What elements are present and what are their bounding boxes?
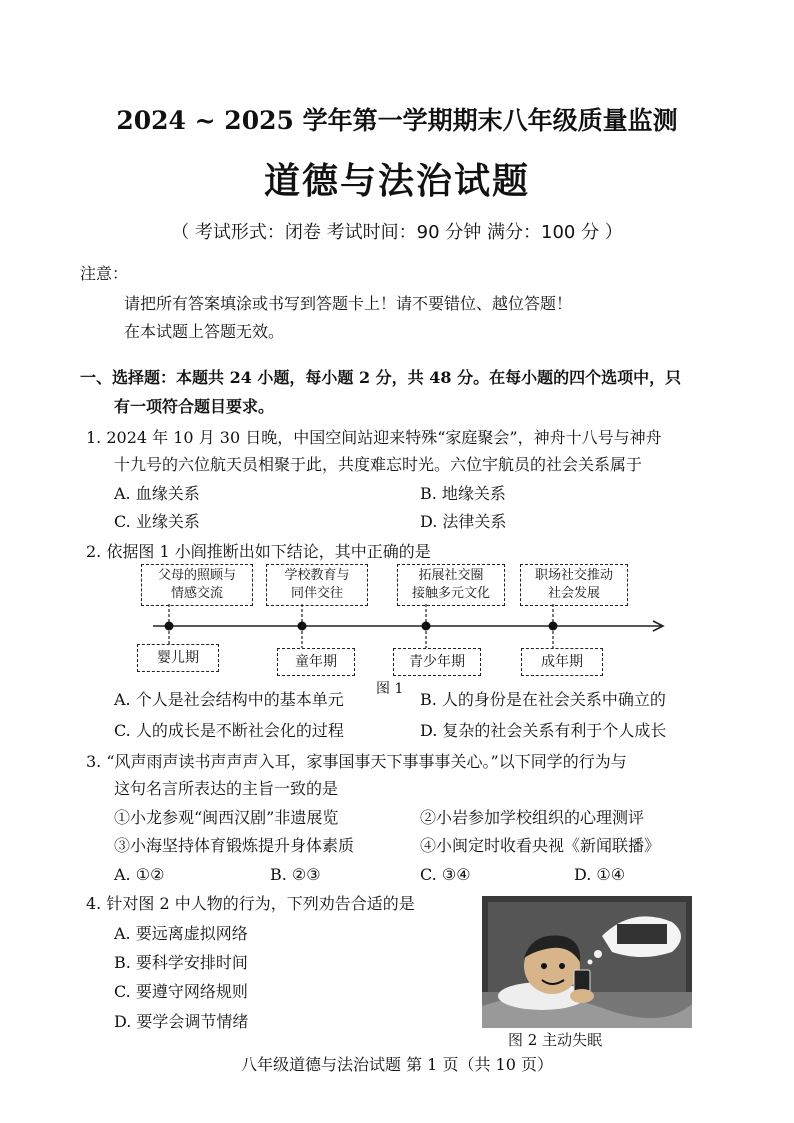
q3-item-2: ②小岩参加学校组织的心理测评 (420, 808, 645, 827)
q4-stem: 4. 针对图 2 中人物的行为，下列劝告合适的是 (86, 894, 415, 913)
figure-1-timeline (135, 560, 675, 680)
timeline-box-2-line-1: 学校教育与 (284, 568, 350, 583)
timeline-box-1-line-1: 父母的照顾与 (157, 568, 236, 583)
q4-option-b: B. 要科学安排时间 (114, 953, 248, 972)
timeline-dot-3 (422, 622, 431, 631)
q2-stem: 2. 依据图 1 小阎推断出如下结论，其中正确的是 (86, 542, 431, 561)
notice-label: 注意： (80, 264, 129, 283)
figure-2-caption: 图 2 主动失眠 (508, 1031, 603, 1049)
figure-2-bubble-dot-2 (588, 960, 593, 965)
q3-option-b: B. ②③ (270, 865, 321, 884)
figure-2-bubble-dot-1 (594, 950, 602, 958)
q2-option-c: C. 人的成长是不断社会化的过程 (114, 721, 344, 740)
timeline-dot-2 (298, 622, 307, 631)
stage-infancy: 婴儿期 (137, 644, 219, 672)
q1-stem-line-2: 十九号的六位航天员相聚于此，共度难忘时光。六位宇航员的社会关系属于 (114, 455, 643, 474)
figure-2-screen (617, 924, 667, 944)
timeline-box-2 (266, 564, 368, 606)
figure-2-illustration (482, 896, 692, 1028)
figure-2-eye-right (559, 963, 565, 969)
q3-option-c: C. ③④ (420, 865, 471, 884)
q2-option-b: B. 人的身份是在社会关系中确立的 (420, 690, 666, 709)
timeline-box-4-line-2: 社会发展 (547, 586, 600, 601)
stage-adolescence: 青少年期 (393, 648, 481, 676)
timeline-box-3-line-1: 拓展社交圈 (418, 568, 484, 583)
q1-stem-line-1: 1. 2024 年 10 月 30 日晚，中国空间站迎来特殊“家庭聚会”，神舟十八号与神舟 (86, 428, 662, 447)
q3-item-3: ③小海坚持体育锻炼提升身体素质 (114, 836, 355, 855)
q4-option-c: C. 要遵守网络规则 (114, 982, 248, 1001)
q3-stem-line-2: 这句名言所表达的主旨一致的是 (114, 779, 339, 798)
q3-item-1: ①小龙参观“闽西汉剧”非遗展览 (114, 808, 339, 827)
section-heading-cont: 有一项符合题目要求。 (114, 397, 275, 416)
stage-adulthood: 成年期 (521, 648, 603, 676)
subject-title: 道德与法治试题 (263, 160, 530, 202)
stage-childhood: 童年期 (277, 648, 355, 676)
figure-2-eye-left (541, 963, 547, 969)
timeline-box-1-line-2: 情感交流 (170, 586, 223, 601)
q3-item-4: ④小闽定时收看央视《新闻联播》 (420, 836, 661, 855)
page-footer: 八年级道德与法治试题 第 1 页（共 10 页） (241, 1055, 553, 1074)
timeline-box-2-line-2: 同伴交往 (290, 586, 343, 601)
q1-option-d: D. 法律关系 (420, 512, 507, 531)
timeline-box-3-line-2: 接触多元文化 (411, 586, 490, 601)
figure-2-hand (570, 989, 594, 1003)
q4-option-d: D. 要学会调节情绪 (114, 1012, 249, 1031)
q4-option-a: A. 要远离虚拟网络 (114, 924, 248, 943)
notice-line-1: 请把所有答案填涂或书写到答题卡上！请不要错位、越位答题！ (124, 294, 573, 313)
timeline-box-1 (141, 564, 253, 606)
section-heading: 一、选择题：本题共 24 小题，每小题 2 分，共 48 分。在每小题的四个选项中，只 (80, 368, 682, 387)
q3-stem-line-1: 3. “风声雨声读书声声声入耳，家事国事天下事事事关心。”以下同学的行为与 (86, 752, 627, 771)
q3-option-d: D. ①④ (574, 865, 626, 884)
q2-option-d: D. 复杂的社会关系有利于个人成长 (420, 721, 667, 740)
q3-option-a: A. ①② (114, 865, 165, 884)
timeline-box-4 (520, 564, 628, 606)
q2-option-a: A. 个人是社会结构中的基本单元 (114, 690, 344, 709)
q1-option-a: A. 血缘关系 (114, 484, 200, 503)
timeline-box-3 (397, 564, 505, 606)
exam-title: 2024 ~ 2025 学年第一学期期末八年级质量监测 (116, 106, 678, 135)
figure-1-caption: 图 1 (376, 681, 404, 697)
timeline-dot-4 (549, 622, 558, 631)
notice-line-2: 在本试题上答题无效。 (124, 322, 285, 341)
timeline-box-4-line-1: 职场社交推动 (534, 568, 613, 583)
exam-info: （ 考试形式：闭卷 考试时间：90 分钟 满分：100 分 ） (171, 222, 623, 243)
q1-option-b: B. 地缘关系 (420, 484, 506, 503)
timeline-dot-1 (165, 622, 174, 631)
q1-option-c: C. 业缘关系 (114, 512, 200, 531)
